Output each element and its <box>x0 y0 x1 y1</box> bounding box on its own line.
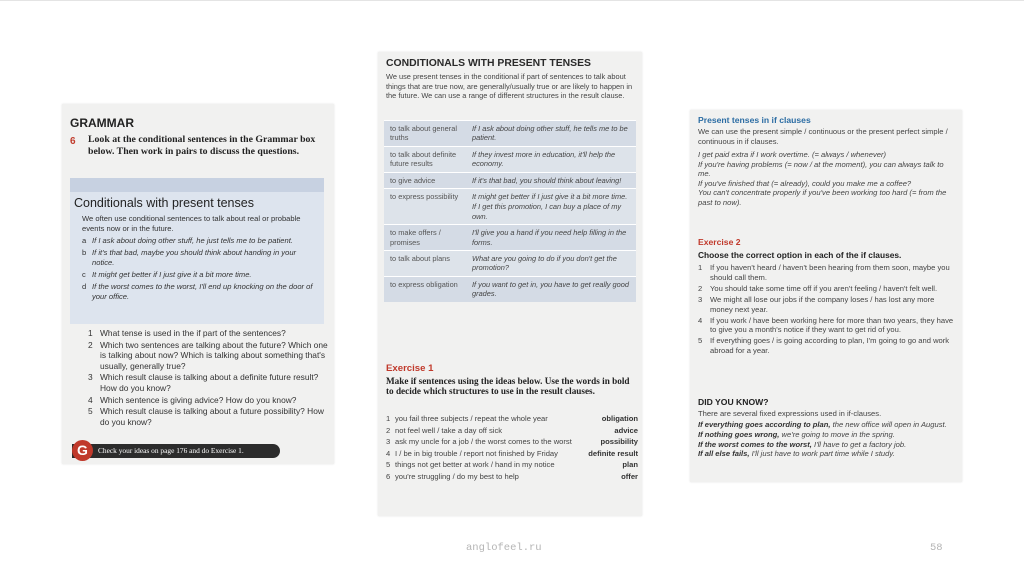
grammar-box-intro: We often use conditional sentences to talk about real or probable events now or in the future. <box>82 214 301 233</box>
list-item: 2 Which two sentences are talking about the future? Which one is talking about now? Which is talking about something that's usually, generally true? <box>88 339 328 371</box>
list-item: 1 What tense is used in the if part of the sentences? <box>88 328 286 338</box>
grammar-box-examples <box>82 236 320 304</box>
usage-table <box>384 120 636 302</box>
textbook-page-exercises <box>690 110 962 482</box>
grammar-reference-text: Check your ideas on page 176 and do Exercise 1. <box>98 446 244 455</box>
example-line: If everything goes according to plan, the new office will open in August. <box>698 420 947 429</box>
grammar-box <box>70 178 324 324</box>
present-tenses-examples <box>698 150 954 207</box>
example-line: If all else fails, I'll just have to work part time while I study. <box>698 449 895 459</box>
task-text: Look at the conditional sentences in the Grammar box below. Then work in pairs to discuss the questions. <box>88 134 316 157</box>
list-item: 5 things not get better at work / hand in my notice plan <box>386 460 638 470</box>
footer-site-name: anglofeel.ru <box>466 542 542 554</box>
exercise-1-title: Exercise 1 <box>386 363 434 374</box>
task-number: 6 <box>70 136 76 147</box>
example-line: You can't concentrate properly if you've been working too hard (= from the past to now). <box>698 188 947 207</box>
list-item: 3 ask my uncle for a job / the worst comes to the worst possibility <box>386 437 638 447</box>
list-item: 1 If you haven't heard / haven't been hearing from them soon, maybe you should call them. <box>698 263 950 282</box>
list-item: 5 If everything goes / is going according to plan, I'm going to go and work abroad for a year. <box>698 336 950 356</box>
table-row: to make offers / promises I'll give you a hand if you need help filling in the forms. <box>384 224 636 250</box>
grammar-box-header-band <box>70 178 324 192</box>
example-line: If nothing goes wrong, we're going to move in the spring. <box>698 429 895 439</box>
table-row: to give advice If it's that bad, you should think about leaving! <box>384 172 636 188</box>
exercise-1-list <box>386 414 638 484</box>
list-item: 4 Which sentence is giving advice? How do you know? <box>88 394 297 405</box>
list-item: d If the worst comes to the worst, I'll end up knocking on the door of your office. <box>82 282 313 301</box>
exercise-2-title: Exercise 2 <box>698 237 741 247</box>
reference-title: CONDITIONALS WITH PRESENT TENSES <box>386 58 591 69</box>
textbook-page-grammar-reference <box>378 52 642 516</box>
did-you-know-title: DID YOU KNOW? <box>698 397 769 407</box>
exercise-1-instruction: Make if sentences using the ideas below. Use the words in bold to decide which structures to use in the result clauses. <box>386 376 630 397</box>
example-line: If you've finished that (= already), could you make me a coffee? <box>698 178 912 188</box>
grammar-heading: GRAMMAR <box>70 116 134 130</box>
exercise-2-list <box>698 263 954 357</box>
list-item: 3 We might all lose our jobs if the company loses / has lost any more money next year. <box>698 294 935 314</box>
table-row: to talk about general truths If I ask about doing other stuff, he tells me to be patient. <box>384 120 636 146</box>
list-item: 4 If you work / have been working here for more than two years, they have to give you a month's notice if they want to get rid of you. <box>698 315 954 335</box>
table-row: to express obligation If you want to get in, you have to get really good grades. <box>384 276 636 302</box>
table-row: to express possibility It might get better if I just give it a bit more time. If I get this promotion, I can buy a place of my own. <box>384 188 636 224</box>
list-item: 4 I / be in big trouble / report not finished by Friday definite result <box>386 448 638 458</box>
table-row: to talk about definite future results If they invest more in education, it'll help the economy. <box>384 146 636 172</box>
grammar-reference-icon: G <box>72 440 93 461</box>
list-item: 2 not feel well / take a day off sick advice <box>386 425 638 435</box>
list-item: c It might get better if I just give it a bit more time. <box>82 270 252 279</box>
list-item: 2 You should take some time off if you aren't feeling / haven't felt well. <box>698 283 938 293</box>
exercise-2-instruction: Choose the correct option in each of the if clauses. <box>698 250 902 260</box>
present-tenses-intro: We can use the present simple / continuous or the present perfect simple / continuous in if clauses. <box>698 127 948 146</box>
list-item: 5 Which result clause is talking about a future possibility? How do you know? <box>88 406 324 427</box>
did-you-know-intro: There are several fixed expressions used in if-clauses. <box>698 409 882 418</box>
present-tenses-heading: Present tenses in if clauses <box>698 115 811 125</box>
top-divider <box>0 0 1024 1</box>
example-line: If the worst comes to the worst, I'll have to get a factory job. <box>698 439 907 449</box>
list-item: a If I ask about doing other stuff, he just tells me to be patient. <box>82 236 293 245</box>
textbook-page-grammar <box>62 104 334 464</box>
list-item: 6 you're struggling / do my best to help offer <box>386 471 638 481</box>
slide-page-number: 58 <box>930 542 943 554</box>
grammar-box-title: Conditionals with present tenses <box>74 196 254 210</box>
did-you-know-examples <box>698 420 954 459</box>
example-line: If you're having problems (= now / at the moment), you can always talk to me. <box>698 159 944 178</box>
example-line: I get paid extra if I work overtime. (= always / whenever) <box>698 150 887 159</box>
list-item: 1 you fail three subjects / repeat the whole year obligation <box>386 414 638 423</box>
question-list <box>88 328 328 428</box>
list-item: b If it's that bad, maybe you should think about handing in your notice. <box>82 248 297 267</box>
list-item: 3 Which result clause is talking about a definite future result? How do you know? <box>88 372 319 393</box>
reference-intro: We use present tenses in the conditional if part of sentences to talk about things that are true now, are generally/usually true or are likely to happen in the future. We can use a range of different structures in the result clause. <box>386 72 633 101</box>
table-row: to talk about plans What are you going to do if you don't get the promotion? <box>384 250 636 276</box>
